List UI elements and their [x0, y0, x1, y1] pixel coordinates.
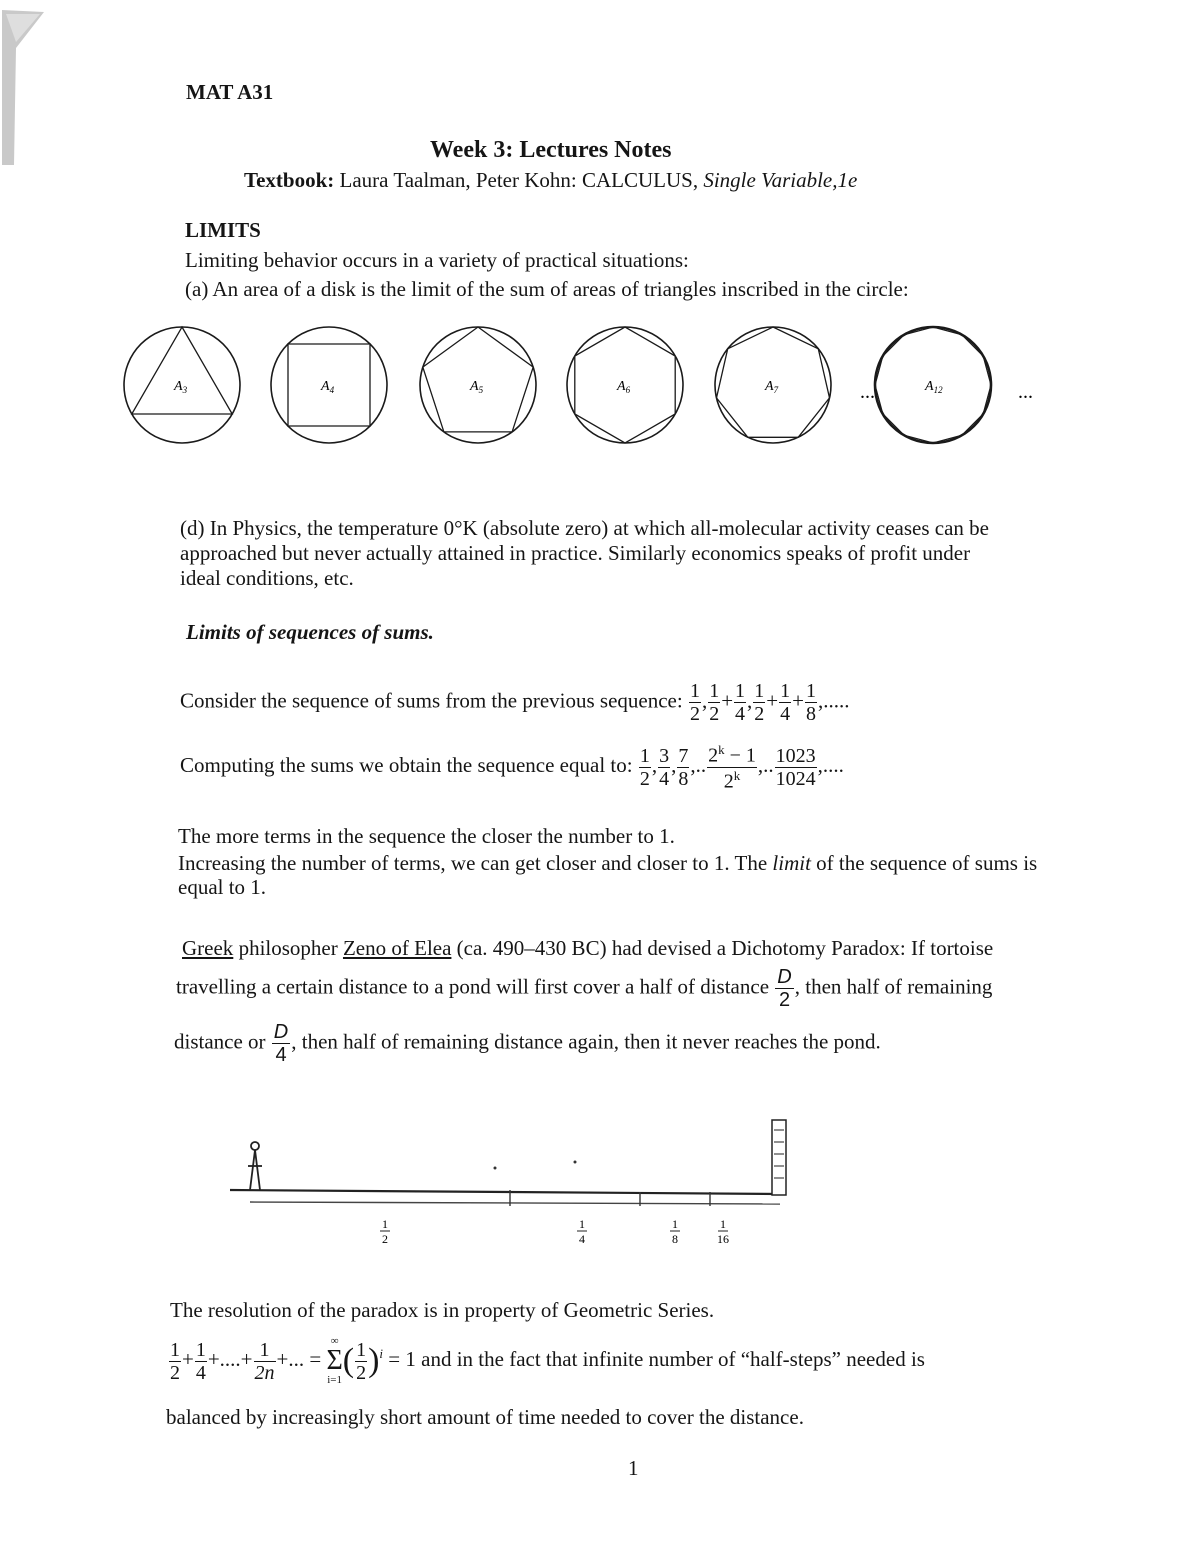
- page-title: Week 3: Lectures Notes: [430, 137, 672, 163]
- limits-intro: Limiting behavior occurs in a variety of practical situations:: [185, 248, 689, 272]
- page-number: 1: [628, 1456, 639, 1480]
- course-code: MAT A31: [186, 80, 274, 104]
- dot-1: [494, 1167, 497, 1170]
- area-label: $A_{12}$: [925, 379, 943, 395]
- pond-marker: [772, 1120, 786, 1195]
- item-d-line1: (d) In Physics, the temperature 0°K (absolute zero) at which all-molecular activity ceases can be: [180, 516, 989, 540]
- svg-text:1: 1: [579, 1217, 585, 1231]
- svg-text:1: 1: [672, 1217, 678, 1231]
- increasing-text-a: Increasing the number of terms, we can get closer and closer to 1. The: [178, 851, 773, 875]
- mark-1-over-8: [670, 1217, 680, 1246]
- polygon-3-sides: [124, 327, 240, 443]
- svg-text:16: 16: [717, 1232, 729, 1246]
- distance-line-lower: [250, 1202, 780, 1204]
- greek-link[interactable]: Greek: [182, 936, 234, 960]
- distance-line: [230, 1190, 780, 1194]
- computing-line: Computing the sums we obtain the sequence equal to: $\frac{1}{2}$ , $\frac{3}{4}$ , $\frac{7}{8}$ ,.. $\frac{2^k - 1}{2^k}$ ,.. $\frac{1023}{1024}$ ,....: [180, 742, 844, 793]
- dichotomy-figure: [220, 1110, 820, 1260]
- consider-line: Consider the sequence of sums from the previous sequence: $\frac{1}{2}$ , $\frac{1}{2}$ + $\frac{1}{4}$ , $\frac{1}{2}$ + $\frac{1}{4}$ + $\frac{1}{8}$ ,.....: [180, 680, 850, 725]
- zeno-line3-tail: , then half of remaining distance again, then it never reaches the pond.: [291, 1029, 881, 1054]
- fraction-marks: [380, 1217, 729, 1246]
- inscribed-polygon: [132, 327, 232, 414]
- ellipsis-end: ...: [1018, 381, 1033, 403]
- sum-term-k: $\frac{2^k - 1}{2^k}$: [708, 742, 756, 793]
- series-term-2: $\frac{1}{4}$: [195, 1338, 206, 1384]
- seq-term-2a: $\frac{1}{2}$: [709, 680, 720, 725]
- ellipsis-middle: ...: [860, 381, 875, 403]
- textbook-edition: Single Variable,1e: [703, 168, 858, 192]
- sum-term-1: $\frac{1}{2}$: [639, 744, 650, 790]
- area-label: $A_4$: [321, 379, 335, 395]
- tortoise-figure: [248, 1142, 262, 1190]
- seq-term-3c: $\frac{1}{8}$: [805, 680, 816, 725]
- computing-text: Computing the sums we obtain the sequence equal to:: [180, 752, 638, 777]
- seq-term-2b: $\frac{1}{4}$: [735, 680, 746, 725]
- equal-line: equal to 1.: [178, 875, 267, 899]
- zeno-line2-text: travelling a certain distance to a pond will first cover a half of distance: [176, 974, 775, 999]
- seq-term-1: $\frac{1}{2}$: [689, 680, 700, 725]
- sum-term-3: $\frac{7}{8}$: [678, 744, 689, 790]
- series-tail: = 1 and in the fact that infinite number of “half-steps” needed is: [383, 1346, 925, 1371]
- textbook-authors: Laura Taalman, Peter Kohn: CALCULUS,: [334, 168, 704, 192]
- series-term-1: $\frac{1}{2}$: [170, 1338, 180, 1384]
- sum-term-2: $\frac{3}{4}$: [659, 744, 670, 790]
- zeno-link[interactable]: Zeno of Elea: [342, 936, 452, 960]
- area-label: $A_7$: [765, 379, 779, 395]
- limits-item-a: (a) An area of a disk is the limit of the sum of areas of triangles inscribed in the circle:: [185, 277, 909, 301]
- seq-term-3b: $\frac{1}{4}$: [780, 680, 791, 725]
- area-label: $A_6$: [617, 379, 631, 395]
- d-over-4: $\frac{D}{4}$: [273, 1021, 289, 1066]
- zeno-line3: [174, 1021, 881, 1066]
- area-label: $A_3$: [174, 379, 188, 395]
- series-line: $\frac{1}{2}$ + $\frac{1}{4}$ +....+ $\frac{1}{2n}$ +... = ∞ Σ i=1 ( $\frac{1}{2}$ )$^i$ = 1 and in the fact that infinite number of “half-steps” needed is: [170, 1335, 925, 1386]
- seq-term-3a: $\frac{1}{2}$: [754, 680, 765, 725]
- svg-text:1: 1: [382, 1217, 388, 1231]
- mark-1-over-2: [380, 1217, 390, 1246]
- zeno-line2-tail: , then half of remaining: [794, 974, 993, 999]
- area-label: $A_5$: [470, 379, 484, 395]
- philosopher-text: philosopher: [233, 936, 343, 960]
- increasing-line: [178, 851, 1037, 876]
- resolution-line1: The resolution of the paradox is in property of Geometric Series.: [170, 1298, 715, 1322]
- polygon-7-sides: [715, 327, 831, 443]
- mark-1-over-4: [577, 1217, 587, 1246]
- inscribed-polygons-figure: [120, 310, 1060, 470]
- limits-heading: LIMITS: [185, 218, 261, 242]
- mark-1-over-16: [717, 1217, 729, 1246]
- item-d-line3: ideal conditions, etc.: [180, 566, 354, 590]
- polygon-12-sides: [875, 327, 991, 443]
- svg-text:2: 2: [382, 1232, 388, 1246]
- limit-word: limit: [772, 851, 811, 875]
- increasing-text-b: of the sequence of sums is: [810, 851, 1038, 875]
- svg-text:8: 8: [672, 1232, 678, 1246]
- series-half: $\frac{1}{2}$: [356, 1338, 367, 1384]
- consider-text: Consider the sequence of sums from the previous sequence:: [180, 688, 688, 713]
- zeno-line1: [182, 936, 993, 961]
- zeno-rest-text: (ca. 490–430 BC) had devised a Dichotomy Paradox: If tortoise: [451, 936, 994, 960]
- textbook-label: Textbook:: [244, 168, 335, 192]
- sum-term-1023: $\frac{1023}{1024}$: [775, 744, 816, 790]
- resolution-line3: balanced by increasingly short amount of time needed to cover the distance.: [166, 1405, 804, 1429]
- dot-2: [574, 1161, 577, 1164]
- polygon-6-sides: [567, 327, 683, 443]
- sigma-symbol: ∞ Σ i=1: [326, 1335, 343, 1386]
- textbook-line: [244, 168, 857, 193]
- zeno-line2: [176, 966, 992, 1011]
- svg-text:1: 1: [720, 1217, 726, 1231]
- polygon-5-sides: [420, 327, 536, 443]
- polygon-4-sides: [271, 327, 387, 443]
- zeno-line3-text: distance or: [174, 1029, 271, 1054]
- item-d-line2: approached but never actually attained in practice. Similarly economics speaks of profit under: [180, 541, 971, 565]
- series-term-n: $\frac{1}{2n}$: [254, 1338, 275, 1384]
- scan-edge-shadow: [0, 0, 60, 170]
- sequences-heading: Limits of sequences of sums.: [186, 620, 434, 644]
- d-over-2: $\frac{D}{2}$: [777, 966, 792, 1011]
- svg-text:4: 4: [579, 1232, 585, 1246]
- more-terms-line: The more terms in the sequence the closer the number to 1.: [178, 824, 675, 848]
